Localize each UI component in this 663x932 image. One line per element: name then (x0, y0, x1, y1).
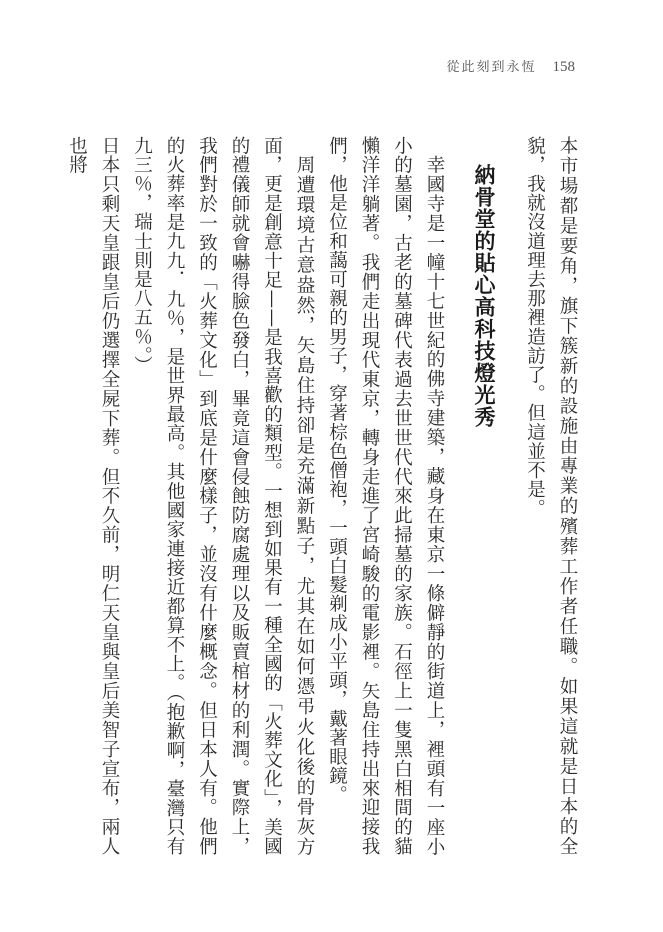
paragraph: 日本只剩天皇跟皇后仍選擇全屍下葬。但不久前，明仁天皇與皇后美智子宣布，兩人也將 (66, 136, 120, 856)
page-number: 158 (552, 59, 575, 75)
vertical-body-text (60, 136, 583, 856)
paragraph: 周遭環境古意盎然，矢島住持卻是充滿新點子，尤其在如何憑弔火化後的骨灰方面，更是創意十足——是我喜歡的類型。一想到如果有一種全國的「火葬文化」，美國的禮儀師就會嚇得臉色發白，畢竟這會侵蝕防腐處理以及販賣棺材的利潤。實際上，我們對於一致的「火葬文化」到底是什麼樣子，並沒有什麼概念。但日本人有。他們的火葬率是九九．九％，是世界最高。其他國家連接近都算不上。（抱歉啊，臺灣只有九三％，瑞士則是八五％。） (131, 136, 315, 856)
section-heading: 納骨堂的貼心高科技燈光秀 (472, 164, 496, 428)
running-header (446, 56, 575, 76)
book-title: 從此刻到永恆 (446, 59, 537, 74)
paragraph-continued: 本市場都是要角，旗下簇新的設施由專業的殯葬工作者任職。如果這就是日本的全貌，我就沒道理去那裡造訪了。但這並不是。 (524, 136, 578, 856)
paragraph: 幸國寺是一幢十七世紀的佛寺建築，藏身在東京一條僻靜的街道上，裡頭有一座小小的墓園，古老的墓碑代表過去世世代代來此掃墓的家族。石徑上一隻黑白相間的貓懶洋洋躺著。我們走出現代東京，轉身走進了宮崎駿的電影裡。矢島住持出來迎接我們，他是位和藹可親的男子，穿著棕色僧袍，一頭白髮剃成小平頭，戴著眼鏡。 (326, 136, 445, 856)
